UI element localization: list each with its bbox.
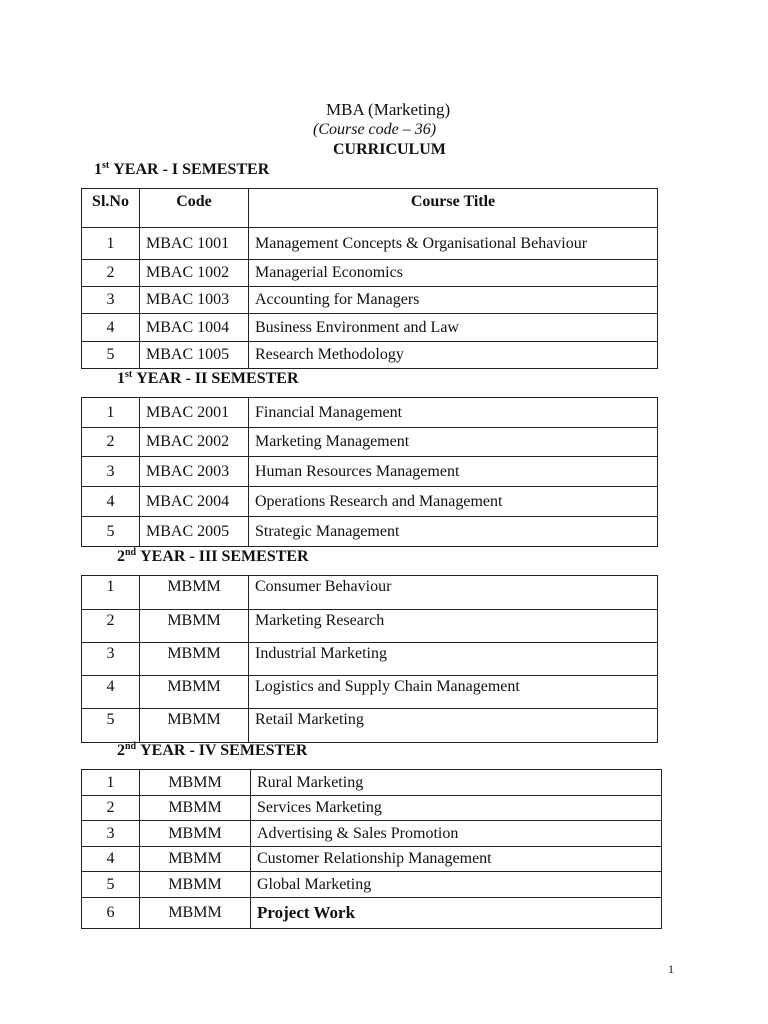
row-course-title: Managerial Economics <box>249 260 658 287</box>
column-header-course-title: Course Title <box>249 189 658 228</box>
row-code: MBAC 1005 <box>140 342 249 369</box>
table-row <box>82 770 662 796</box>
row-course-title: Services Marketing <box>251 796 662 821</box>
document-title: MBA (Marketing) <box>326 100 451 119</box>
row-slno: 3 <box>82 287 140 314</box>
row-code: MBAC 2005 <box>140 517 249 547</box>
row-code: MBMM <box>140 821 251 847</box>
course-code: (Course code – 36) <box>313 121 437 138</box>
row-code: MBMM <box>140 643 249 676</box>
row-code: MBAC 2001 <box>140 398 249 428</box>
row-slno: 4 <box>82 676 140 709</box>
row-code: MBAC 2003 <box>140 457 249 487</box>
row-slno: 3 <box>82 821 140 847</box>
semester-2-heading: 1st YEAR - II SEMESTER <box>117 369 299 387</box>
row-course-title: Industrial Marketing <box>249 643 658 676</box>
row-course-title: Strategic Management <box>249 517 658 547</box>
row-code: MBAC 1003 <box>140 287 249 314</box>
semester-1-heading: 1st YEAR - I SEMESTER <box>94 160 270 178</box>
row-code: MBAC 2002 <box>140 428 249 457</box>
row-code: MBMM <box>140 872 251 898</box>
row-slno: 5 <box>82 342 140 369</box>
table-row <box>82 457 658 487</box>
row-slno: 5 <box>82 517 140 547</box>
table-row <box>82 517 658 547</box>
table-header-row <box>82 189 658 228</box>
row-slno: 1 <box>82 228 140 260</box>
row-course-title: Global Marketing <box>251 872 662 898</box>
table-row <box>82 576 658 610</box>
table-row <box>82 314 658 342</box>
table-row <box>82 260 658 287</box>
row-code: MBAC 2004 <box>140 487 249 517</box>
row-slno: 1 <box>82 576 140 610</box>
row-slno: 2 <box>82 260 140 287</box>
row-course-title: Advertising & Sales Promotion <box>251 821 662 847</box>
row-code: MBAC 1004 <box>140 314 249 342</box>
row-slno: 3 <box>82 643 140 676</box>
row-slno: 1 <box>82 770 140 796</box>
column-header-code: Code <box>140 189 249 228</box>
row-code: MBMM <box>140 709 249 743</box>
semester-2-table <box>81 397 658 547</box>
row-slno: 4 <box>82 847 140 872</box>
curriculum-heading: CURRICULUM <box>333 141 446 158</box>
table-row <box>82 228 658 260</box>
row-code: MBMM <box>140 610 249 643</box>
row-slno: 2 <box>82 796 140 821</box>
row-slno: 1 <box>82 398 140 428</box>
semester-3-table <box>81 575 658 743</box>
row-slno: 5 <box>82 709 140 743</box>
row-course-title: Financial Management <box>249 398 658 428</box>
row-slno: 6 <box>82 898 140 929</box>
row-code: MBMM <box>140 847 251 872</box>
row-course-title: Research Methodology <box>249 342 658 369</box>
row-slno: 3 <box>82 457 140 487</box>
column-header-slno: Sl.No <box>82 189 140 228</box>
row-course-title: Accounting for Managers <box>249 287 658 314</box>
table-row <box>82 428 658 457</box>
row-slno: 2 <box>82 610 140 643</box>
table-row <box>82 898 662 929</box>
row-course-title: Business Environment and Law <box>249 314 658 342</box>
row-course-title: Marketing Management <box>249 428 658 457</box>
row-course-title: Rural Marketing <box>251 770 662 796</box>
row-course-title: Logistics and Supply Chain Management <box>249 676 658 709</box>
row-course-title: Human Resources Management <box>249 457 658 487</box>
row-code: MBMM <box>140 898 251 929</box>
table-row <box>82 287 658 314</box>
table-row <box>82 643 658 676</box>
semester-4-table <box>81 769 662 929</box>
row-code: MBMM <box>140 576 249 610</box>
table-row <box>82 610 658 643</box>
row-course-title: Management Concepts & Organisational Behaviour <box>249 228 658 260</box>
table-row <box>82 872 662 898</box>
row-slno: 2 <box>82 428 140 457</box>
row-slno: 4 <box>82 314 140 342</box>
row-course-title: Operations Research and Management <box>249 487 658 517</box>
table-row <box>82 709 658 743</box>
table-row <box>82 398 658 428</box>
row-code: MBMM <box>140 796 251 821</box>
row-code: MBAC 1002 <box>140 260 249 287</box>
table-row <box>82 796 662 821</box>
table-row <box>82 847 662 872</box>
semester-4-heading: 2nd YEAR - IV SEMESTER <box>117 741 308 759</box>
row-course-title: Consumer Behaviour <box>249 576 658 610</box>
table-row <box>82 487 658 517</box>
semester-1-table <box>81 188 658 369</box>
row-code: MBAC 1001 <box>140 228 249 260</box>
table-row <box>82 342 658 369</box>
row-course-title: Customer Relationship Management <box>251 847 662 872</box>
row-course-title: Marketing Research <box>249 610 658 643</box>
page-number: 1 <box>668 962 674 976</box>
row-slno: 4 <box>82 487 140 517</box>
table-row <box>82 821 662 847</box>
row-course-title: Project Work <box>251 898 662 929</box>
row-code: MBMM <box>140 676 249 709</box>
row-code: MBMM <box>140 770 251 796</box>
row-course-title: Retail Marketing <box>249 709 658 743</box>
table-row <box>82 676 658 709</box>
row-slno: 5 <box>82 872 140 898</box>
semester-3-heading: 2nd YEAR - III SEMESTER <box>117 547 309 565</box>
